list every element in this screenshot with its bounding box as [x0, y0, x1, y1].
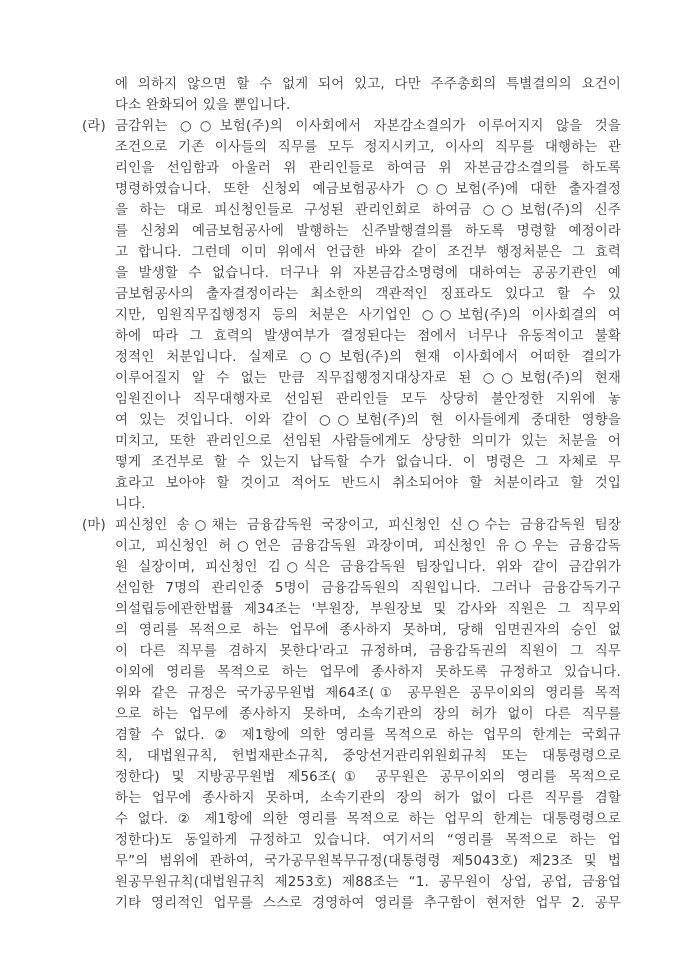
line-text: 를 신청외 예금보험공사에 발행하는 신주발행결의를 하도록 명령할 예정이라 [115, 224, 621, 239]
line-text: 지만, 임원직무집행정지 등의 처분은 사기업인 ○○보험(주)의 이사회결의 여 [115, 308, 621, 323]
document-line [115, 158, 621, 179]
line-text: 미치고, 또한 관리인으로 선임된 사람들에게도 상당한 의미가 있는 처분을 어 [115, 434, 621, 449]
document-line [115, 599, 621, 620]
document-line [115, 242, 621, 263]
document-line [115, 326, 621, 347]
document-line [115, 851, 621, 872]
document-line [115, 221, 621, 242]
line-text: 임원진이나 직무대행자로 선임된 관리인들 모두 상당히 불안정한 지위에 놓 [115, 392, 621, 407]
line-text: 겸할 수 없다. ② 제1항에 의한 영리를 목적으로 하는 업무의 한계는 국회규 [115, 728, 621, 743]
document-line [115, 494, 621, 515]
document-line [115, 473, 621, 494]
line-text: 니다. [115, 497, 146, 512]
line-text: 떻게 조건부로 할 수 있는지 납득할 수가 없습니다. 이 명령은 그 자체로 무 [115, 455, 621, 470]
line-text: 위와 같은 규정은 국가공무원법 제64조(① 공무원은 공무이외의 영리를 목적 [115, 686, 621, 701]
line-text: 무”의 범위에 관하여, 국가공무원복무규정(대통령령 제5043호) 제23조 및 법 [115, 854, 621, 869]
document-line [115, 74, 621, 95]
document-line [115, 347, 621, 368]
document-line [115, 746, 621, 767]
line-text: 이외에 영리를 목적으로 하는 업무에 종사하지 못하도록 규정하고 있습니다. [115, 665, 621, 680]
document-line [115, 683, 621, 704]
document-line [115, 725, 621, 746]
document-body [82, 74, 621, 914]
document-line [115, 788, 621, 809]
line-text: 칙, 대법원규칙, 헌법재판소규칙, 중앙선거관리위원회규칙 또는 대통령령으로 [115, 749, 621, 764]
document-line [115, 578, 621, 599]
line-text: 하는 업무에 종사하지 못하며, 소속기관의 장의 허가 없이 다른 직무를 겸할 [115, 791, 621, 806]
line-text: 이루어질지 알 수 없는 만큼 직무집행정지대상자로 된 ○○보험(주)의 현재 [115, 371, 621, 386]
document-line [115, 95, 621, 116]
document-line [115, 893, 621, 914]
line-text: 이 다른 직무를 겸하지 못한다'라고 규정하며, 금융감독권의 직원이 그 직무 [115, 644, 621, 659]
line-text: 고 합니다. 그런데 이미 위에서 언급한 바와 같이 조건부 행정처분은 그 효력 [115, 245, 621, 260]
document-line [115, 137, 621, 158]
document-line [115, 263, 621, 284]
document-line [115, 305, 621, 326]
document-line [82, 116, 621, 137]
document-line [115, 767, 621, 788]
line-text: 이고, 피신청인 허○언은 금융감독원 과장이며, 피신청인 유○우는 금융감독 [115, 539, 621, 554]
line-text: 정적인 처분입니다. 실제로 ○○보험(주)의 현재 이사회에서 어떠한 결의가 [115, 350, 621, 365]
line-text: 효라고 보아야 할 것이고 적어도 반드시 취소되어야 할 처분이라고 할 것입 [115, 476, 621, 491]
line-text: 원 실장이며, 피신청인 김○식은 금융감독원 팀장입니다. 위와 같이 금감위가 [115, 560, 621, 575]
line-text: 의설립등에관한법률 제34조는 '부원장, 부원장보 및 감사와 직원은 그 직무외 [115, 602, 621, 617]
document-line [115, 557, 621, 578]
line-text: 여 있는 것입니다. 이와 같이 ○○보험(주)의 현 이사들에게 중대한 영향을 [115, 413, 621, 428]
line-text: 조건으로 기존 이사들의 직무를 모두 정지시키고, 이사의 직무를 대행하는 관 [115, 140, 621, 155]
document-line [115, 410, 621, 431]
document-line [115, 431, 621, 452]
line-text: 선임한 7명의 관리인중 5명이 금융감독원의 직원입니다. 그러나 금융감독기구 [115, 581, 621, 596]
line-text: 리인을 선임함과 아울러 위 관리인들로 하여금 위 자본금감소결의를 하도록 [115, 161, 621, 176]
line-text: 피신청인 송○채는 금융감독원 국장이고, 피신청인 신○수는 금융감독원 팀장 [115, 518, 621, 533]
document-line [115, 284, 621, 305]
document-line [115, 809, 621, 830]
document-line [115, 872, 621, 893]
line-text: 다소 완화되어 있을 뿐입니다. [115, 98, 291, 113]
paragraph-label: (마) [82, 518, 106, 533]
document-line [115, 536, 621, 557]
line-text: 에 의하지 않으면 할 수 없게 되어 있고, 다만 주주총회의 특별결의의 요건이 [115, 77, 621, 92]
document-line [115, 662, 621, 683]
line-text: 원공무원규칙(대법원규칙 제253호) 제88조는 “1. 공무원이 상업, 공업, 금융업 [115, 875, 621, 890]
document-line [115, 389, 621, 410]
line-text: 으로 하는 업무에 종사하지 못하며, 소속기관의 장의 허가 없이 다른 직무를 [115, 707, 621, 722]
line-text: 금보험공사의 출자결정이라는 최소한의 객관적인 징표라도 있다고 할 수 있 [115, 287, 621, 302]
line-text: 을 발생할 수 없습니다. 더구나 위 자본금감소명령에 대하여는 공공기관인 예 [115, 266, 621, 281]
document-line [82, 515, 621, 536]
line-text: 명령하였습니다. 또한 신청외 예금보험공사가 ○○보험(주)에 대한 출자결정 [115, 182, 621, 197]
document-line [115, 704, 621, 725]
document-line [115, 368, 621, 389]
line-text: 하에 따라 그 효력의 발생여부가 결정된다는 점에서 너무나 유동적이고 불확 [115, 329, 621, 344]
line-text: 기타 영리적인 업무를 스스로 경영하여 영리를 추구함이 현저한 업무 2. 공무 [115, 896, 621, 911]
paragraph-label: (라) [82, 119, 106, 134]
line-text: 정한다)도 동일하게 규정하고 있습니다. 여기서의 “영리를 목적으로 하는 업 [115, 833, 621, 848]
line-text: 정한다) 및 지방공무원법 제56조(① 공무원은 공무이외의 영리를 목적으로 [115, 770, 621, 785]
line-text: 을 하는 대로 피신청인들로 구성된 관리인회로 하여금 ○○보험(주)의 신주 [115, 203, 621, 218]
document-line [115, 452, 621, 473]
document-line [115, 179, 621, 200]
document-line [115, 641, 621, 662]
document-line [115, 830, 621, 851]
line-text: 의 영리를 목적으로 하는 업무에 종사하지 못하며, 당해 임면권자의 승인 없 [115, 623, 621, 638]
line-text: 수 없다. ② 제1항에 의한 영리를 목적으로 하는 업무의 한계는 대통령령으로 [115, 812, 621, 827]
document-line [115, 620, 621, 641]
document-line [115, 200, 621, 221]
line-text: 금감위는 ○○보험(주)의 이사회에서 자본감소결의가 이루어지지 않을 것을 [115, 119, 621, 134]
